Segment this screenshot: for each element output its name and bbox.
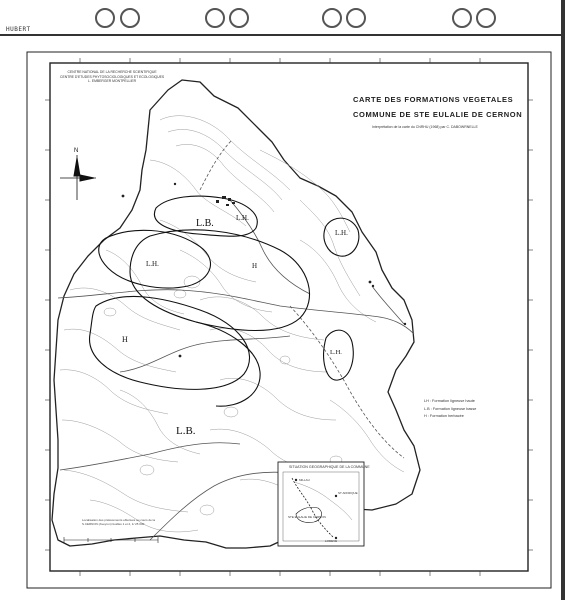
map-legend	[424, 398, 476, 421]
legend-item: LH : Formation ligneuse haute	[424, 399, 475, 403]
zone-label: L.H.	[146, 260, 159, 268]
map-title-line1: CARTE DES FORMATIONS VEGETALES	[353, 95, 514, 104]
zone-label: H	[252, 262, 258, 270]
footnote-block	[82, 518, 155, 526]
inset-place-label: LODEVE	[325, 539, 338, 543]
handwritten-note: HUBERT	[6, 26, 31, 33]
legend-item: L.B : Formation ligneuse basse	[424, 406, 477, 411]
inset-place-label: MILLAU	[299, 478, 310, 482]
map-title-line2: COMMUNE DE STE EULALIE DE CERNON	[353, 110, 523, 119]
inset-title: SITUATION GEOGRAPHIQUE DE LA COMMUNE	[289, 465, 370, 469]
commune-boundary	[52, 80, 420, 548]
inset-place-label: ST AFFRIQUE	[338, 491, 358, 495]
institution-line: L. EMBERGER MONTPELLIER	[88, 79, 137, 84]
inset-map	[278, 462, 364, 546]
institution-line: CENTRE D'ETUDES PHYTOSOCIOLOGIQUES ET ECOLOGIQUES	[60, 74, 165, 79]
footnote-line: S.CERNON (Aveyron) feuilles 1 et 2, 1/ 25 000	[82, 522, 145, 526]
north-label: N	[74, 148, 79, 154]
map-credit: Interprétation de la carte du CNRHU (1968) par C. DABOWRNELLE	[372, 125, 478, 129]
zone-label: H	[122, 335, 128, 344]
inset-place-label: STE EULALIE DE CERNON	[288, 515, 326, 519]
zone-label: L.B.	[176, 425, 196, 437]
north-arrow-icon	[60, 155, 96, 200]
institution-line: CENTRE NATIONAL DE LA RECHERCHE SCIENTIFIQUE	[67, 70, 157, 74]
zone-label: L.H.	[335, 229, 348, 237]
zone-label: L.B.	[196, 218, 214, 229]
footnote-line: Localisation des prélèvements effectués au cours de la	[82, 518, 155, 522]
legend-item: H : Formation herbacée	[424, 414, 464, 418]
zone-label: L.H.	[330, 349, 342, 356]
zone-label: L.H.	[236, 214, 249, 222]
institution-block	[60, 70, 164, 84]
